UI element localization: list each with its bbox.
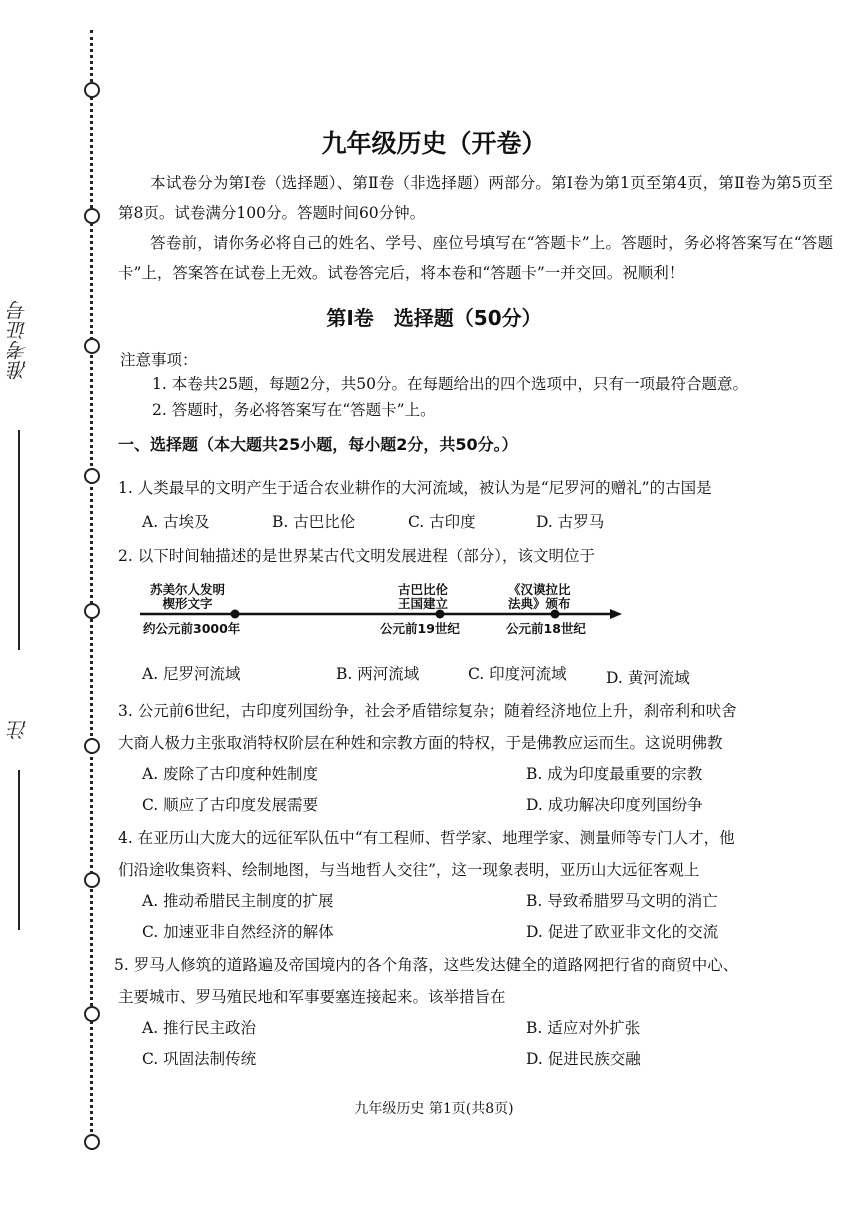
question-5-option-c: C. 巩固法制传统 <box>142 1050 257 1068</box>
question-1-option-b: B. 古巴比伦 <box>272 513 356 531</box>
timeline-date-1: 约公元前3000年 <box>143 621 241 636</box>
ticket-number-write-line <box>18 430 20 650</box>
part-heading: 一、选择题（本大题共25小题，每小题2分，共50分。） <box>118 435 518 454</box>
timeline-event-2-line-1: 古巴比伦 <box>398 582 449 597</box>
timeline-event-2-line-2: 王国建立 <box>398 596 449 611</box>
timeline-date-2: 公元前19世纪 <box>380 621 460 636</box>
binding-hole-icon <box>84 872 100 888</box>
question-4-option-d: D. 促进了欧亚非文化的交流 <box>526 923 719 941</box>
timeline-event-1-line-1: 苏美尔人发明 <box>150 582 226 597</box>
question-5-stem-line-1: 5. 罗马人修筑的道路遍及帝国境内的各个角落，这些发达健全的道路网把行省的商贸中心、 <box>114 956 739 974</box>
timeline-event-3-line-1: 《汉谟拉比 <box>508 582 571 597</box>
note-write-line <box>18 770 20 930</box>
page-footer: 九年级历史 第1页(共8页) <box>354 1101 514 1117</box>
question-1-stem: 1. 人类最早的文明产生于适合农业耕作的大河流域，被认为是“尼罗河的赠礼”的古国是 <box>118 479 712 497</box>
question-2-option-d: D. 黄河流域 <box>606 669 690 687</box>
binding-hole-icon <box>84 82 100 98</box>
intro-paragraph-1 <box>118 168 833 228</box>
binding-hole-icon <box>84 338 100 354</box>
timeline-figure <box>140 580 640 640</box>
question-2-stem: 2. 以下时间轴描述的是世界某古代文明发展进程（部分），该文明位于 <box>118 547 595 565</box>
note-label: 注 <box>7 720 31 740</box>
binding-hole-icon <box>84 603 100 619</box>
intro-text-2: 答卷前，请你务必将自己的姓名、学号、座位号填写在“答题卡”上。答题时，务必将答案写在“答题卡”上，答案答在试卷上无效。试卷答完后，将本卷和“答题卡”一并交回。祝顺利！ <box>118 234 833 282</box>
question-2-option-b: B. 两河流域 <box>336 665 420 683</box>
timeline-date-3: 公元前18世纪 <box>506 621 586 636</box>
timeline-event-1 <box>150 583 225 611</box>
question-1-option-d: D. 古罗马 <box>536 513 605 531</box>
timeline-event-3-line-2: 法典》颁布 <box>508 596 571 611</box>
question-2-option-c: C. 印度河流域 <box>468 665 567 683</box>
question-5-stem-line-2: 主要城市、罗马殖民地和军事要塞连接起来。该举措旨在 <box>118 988 506 1006</box>
binding-hole-icon <box>84 1006 100 1022</box>
binding-hole-icon <box>84 1134 100 1150</box>
binding-hole-icon <box>84 738 100 754</box>
question-1-option-c: C. 古印度 <box>408 513 476 531</box>
section-title: 第Ⅰ卷 选择题（50分） <box>326 306 542 330</box>
page-title: 九年级历史（开卷） <box>321 129 547 158</box>
timeline-event-3 <box>508 583 571 611</box>
question-3-stem-line-2: 大商人极力主张取消特权阶层在种姓和宗教方面的特权，于是佛教应运而生。这说明佛教 <box>118 734 723 752</box>
question-5-option-b: B. 适应对外扩张 <box>526 1019 641 1037</box>
binding-hole-icon <box>84 208 100 224</box>
question-3-option-a: A. 废除了古印度种姓制度 <box>142 765 319 783</box>
binding-dotted-line <box>90 30 99 1150</box>
ticket-number-label: 准考证号 <box>7 300 31 380</box>
timeline-event-1-line-2: 楔形文字 <box>162 596 213 611</box>
question-4-stem-line-1: 4. 在亚历山大庞大的远征军队伍中“有工程师、哲学家、地理学家、测量师等专门人才，他 <box>118 829 735 847</box>
intro-paragraph-2 <box>118 228 833 288</box>
question-5-option-a: A. 推行民主政治 <box>142 1019 257 1037</box>
binding-hole-icon <box>84 468 100 484</box>
question-2-option-a: A. 尼罗河流域 <box>142 665 241 683</box>
timeline-event-2 <box>398 583 448 611</box>
question-4-option-a: A. 推动希腊民主制度的扩展 <box>142 892 334 910</box>
intro-text-1: 本试卷分为第Ⅰ卷（选择题）、第Ⅱ卷（非选择题）两部分。第Ⅰ卷为第1页至第4页，第Ⅱ卷为第5页至第8页。试卷满分100分。答题时间60分钟。 <box>118 174 833 222</box>
question-5-option-d: D. 促进民族交融 <box>526 1050 641 1068</box>
question-4-stem-line-2: 们沿途收集资料、绘制地图，与当地哲人交往”，这一现象表明，亚历山大远征客观上 <box>118 861 700 879</box>
question-3-option-b: B. 成为印度最重要的宗教 <box>526 765 703 783</box>
question-1-option-a: A. 古埃及 <box>142 513 210 531</box>
question-3-stem-line-1: 3. 公元前6世纪，古印度列国纷争，社会矛盾错综复杂；随着经济地位上升，刹帝利和吠舍 <box>118 702 737 720</box>
notice-heading: 注意事项： <box>120 351 198 369</box>
question-4-option-c: C. 加速亚非自然经济的解体 <box>142 923 334 941</box>
question-4-option-b: B. 导致希腊罗马文明的消亡 <box>526 892 718 910</box>
notice-item-1: 1. 本卷共25题，每题2分，共50分。在每题给出的四个选项中，只有一项最符合题意。 <box>152 375 749 393</box>
notice-item-2: 2. 答题时，务必将答案写在“答题卡”上。 <box>152 401 436 419</box>
question-3-option-c: C. 顺应了古印度发展需要 <box>142 796 319 814</box>
question-3-option-d: D. 成功解决印度列国纷争 <box>526 796 703 814</box>
